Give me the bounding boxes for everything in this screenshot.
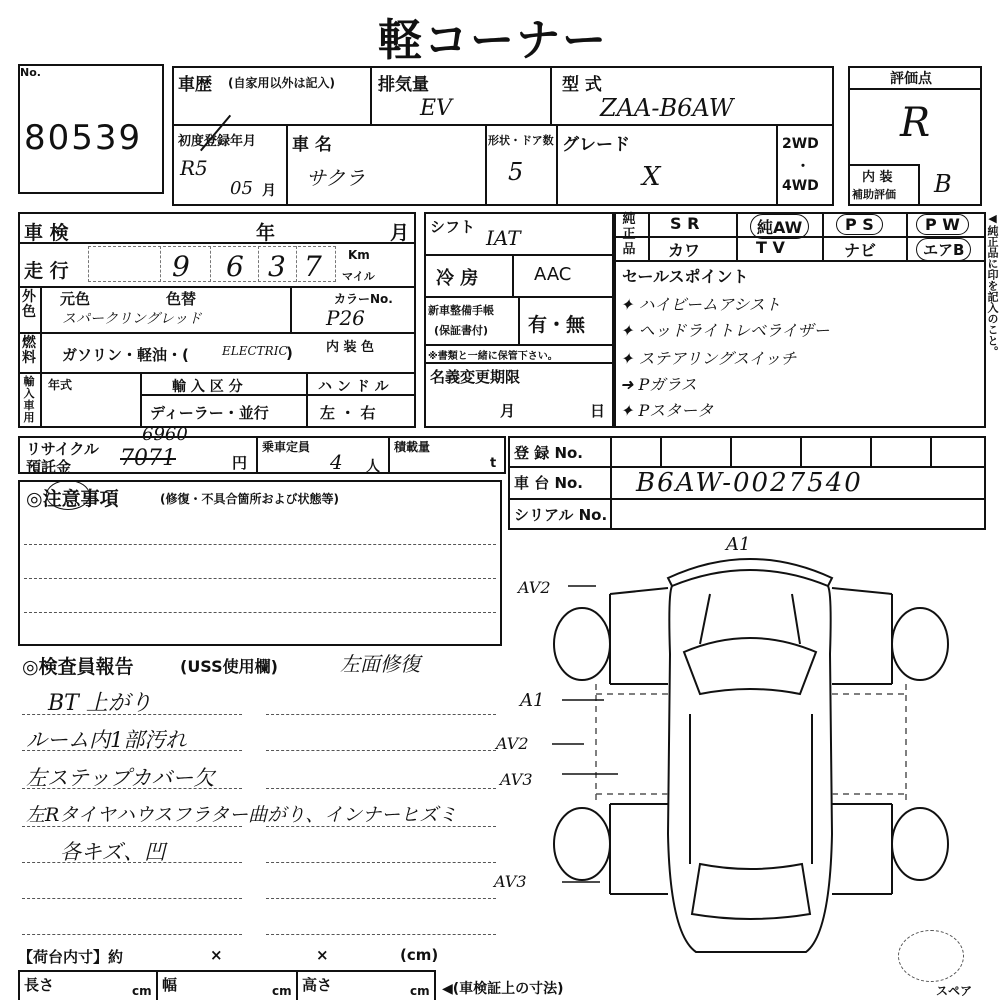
car-name-label: 車 名 (292, 135, 332, 155)
drive-dot: ・ (796, 159, 810, 175)
manual-label-1: 新車整備手帳 (428, 304, 494, 317)
import-class-label: 輸 入 区 分 (172, 379, 243, 395)
color-code-label: カラーNo. (334, 292, 393, 306)
cargo-label: 【荷台内寸】約 (18, 948, 124, 966)
cargo-grid (18, 970, 436, 1000)
page-title: 軽コーナー (378, 15, 608, 66)
mileage-km: Km (348, 248, 370, 262)
history-label: 車歴 (178, 75, 212, 95)
equip-ps: P S (836, 214, 883, 235)
sales-point-3-text: ステアリングスイッチ (638, 349, 797, 368)
manual-value: 有・無 (528, 314, 586, 336)
doors-label: 形状・ドア数 (488, 134, 554, 147)
inspector-line-1: BT 上がり (48, 691, 152, 716)
sales-point-1: ✦ ハイビームアシスト (620, 295, 781, 314)
capacity-value: 4 (330, 450, 343, 474)
displacement-label: 排気量 (378, 75, 429, 95)
grade-label: グレード (562, 135, 630, 155)
inspector-line-5: 各キズ、凹 (60, 840, 166, 864)
sales-point-4: ➜ Pガラス (620, 375, 697, 394)
recycle-value: 6960 (142, 424, 188, 445)
equip-navi: ナビ (844, 241, 877, 260)
first-reg-year: R5 (180, 156, 208, 180)
mileage-digit-3: 3 (268, 250, 286, 283)
mileage-label: 走 行 (24, 260, 69, 282)
sales-point-1-text: ハイビームアシスト (638, 295, 781, 314)
interior-value: B (934, 170, 952, 198)
diagram-mark-av3-rear: AV3 (494, 872, 527, 891)
chassis-value: B6AW-0027540 (636, 468, 863, 498)
inspection-year: 年 (256, 222, 276, 244)
ac-value: AAC (534, 264, 572, 285)
cargo-x2: × (316, 946, 329, 964)
doors-value: 5 (508, 158, 524, 186)
inspection-month: 月 (390, 222, 410, 244)
name-change-month: 月 (500, 402, 516, 420)
evaluation-label: 評価点 (890, 71, 932, 87)
chassis-label: 車 台 No. (514, 474, 584, 492)
first-reg-label: 初度登録年月 (178, 134, 257, 149)
color-code: P26 (326, 306, 365, 330)
history-note: (自家用以外は記入) (228, 76, 335, 90)
import-class-value: ディーラー・並行 (150, 404, 269, 422)
equip-tv: T V (756, 238, 785, 257)
sales-point-3: ✦ ステアリングスイッチ (620, 349, 797, 368)
first-reg-month-unit: 月 (262, 183, 276, 199)
mileage-digit-4: 7 (304, 250, 322, 283)
diagram-mark-a1-top: A1 (726, 534, 751, 555)
inspector-label: ◎検査員報告 (22, 656, 134, 678)
color-changed: 色替 (166, 290, 197, 308)
sales-point-2-text: ヘッドライトレベライザー (638, 321, 830, 340)
spare-circle (898, 930, 964, 982)
diagram-mark-av2-side: AV2 (496, 734, 529, 753)
manual-note: ※書類と一緒に保管下さい。 (428, 351, 558, 362)
diagram-mark-a1-side: A1 (520, 690, 545, 711)
car-name-value: サクラ (306, 166, 366, 190)
ac-label: 冷 房 (436, 268, 479, 289)
interior-label: 内 装 (862, 170, 893, 185)
recycle-old-value: 7071 (120, 446, 176, 471)
model-value: ZAA-B6AW (600, 94, 734, 122)
recycle-label-2: 預託金 (26, 458, 72, 476)
lot-number: 80539 (24, 118, 143, 158)
sales-points-label: セールスポイント (622, 267, 749, 286)
fuel-options: ガソリン・軽油・( (62, 346, 189, 364)
equip-kawa: カワ (668, 241, 701, 260)
drive-2wd: 2WD (782, 136, 819, 152)
inspection-label: 車 検 (24, 222, 69, 244)
car-diagram (500, 534, 970, 964)
spare-label: スペア (936, 984, 973, 998)
color-side-label: 外色 (22, 289, 36, 320)
import-year-label: 年式 (48, 378, 73, 392)
lot-label: No. (20, 66, 41, 79)
recycle-unit: 円 (232, 454, 248, 472)
displacement-value: EV (420, 96, 452, 121)
interior-sub: 補助評価 (852, 188, 896, 201)
cargo-width: 幅 (162, 976, 178, 994)
reg-label: 登 録 No. (514, 444, 584, 462)
side-note: ◀純正品に印を記入のこと。 (986, 212, 999, 357)
inspector-header-note: 左面修復 (340, 652, 420, 676)
color-value: スパークリングレッド (62, 311, 202, 327)
inspector-line-3: 左ステップカバー欠 (26, 766, 215, 790)
load-label: 積載量 (394, 440, 431, 454)
serial-label: シリアル No. (514, 506, 608, 524)
color-orig: 元色 (60, 290, 91, 308)
capacity-label: 乗車定員 (262, 440, 311, 454)
caution-label: ◎注意事項 (26, 488, 119, 510)
shift-label: シフト (430, 218, 476, 236)
inspector-line-2: ルーム内1部汚れ (26, 728, 187, 752)
fuel-close: ) (286, 344, 293, 362)
name-change-day: 日 (590, 402, 606, 420)
grade-value: X (642, 162, 661, 192)
cargo-length: 長さ (24, 976, 55, 994)
cargo-x1: × (210, 946, 223, 964)
sales-point-5: ✦ Pスタータ (620, 401, 714, 420)
diagram-mark-av3-side: AV3 (500, 770, 533, 789)
equip-airbag: エアB (916, 238, 971, 261)
equip-pw: P W (916, 214, 969, 235)
mileage-digit-2: 6 (226, 250, 244, 283)
recycle-label-1: リサイクル (26, 440, 99, 458)
handle-label: ハ ン ド ル (318, 379, 389, 395)
evaluation-score: R (900, 100, 931, 146)
cargo-note: ◀(車検証上の寸法) (442, 981, 564, 997)
mileage-mile: マイル (342, 270, 375, 283)
caution-note: (修復・不具合箇所および状態等) (160, 492, 339, 506)
first-reg-month: 05 (230, 178, 253, 199)
sales-point-4-text: Pガラス (638, 375, 697, 394)
load-unit: t (490, 456, 497, 471)
capacity-unit: 人 (366, 459, 380, 475)
caution-circle (46, 480, 90, 510)
fuel-side-label: 燃料 (22, 335, 36, 366)
inspector-line-4: 左Rタイヤハウスフラター曲がり、インナーヒズミ (26, 804, 458, 826)
fuel-electric: ELECTRIC (222, 344, 288, 358)
manual-label-2: (保証書付) (434, 324, 489, 337)
model-label: 型 式 (562, 75, 602, 95)
equip-sr: S R (670, 214, 700, 233)
import-side-label: 輸入車用 (23, 375, 35, 424)
sales-point-5-text: Pスタータ (638, 401, 714, 420)
handle-value: 左 ・ 右 (320, 404, 376, 422)
cargo-width-cm: cm (272, 984, 292, 998)
mileage-digit-1: 9 (172, 250, 190, 283)
equip-aw: 純AW (750, 214, 809, 239)
cargo-height-cm: cm (410, 984, 430, 998)
sales-point-2: ✦ ヘッドライトレベライザー (620, 321, 830, 340)
cargo-length-cm: cm (132, 984, 152, 998)
mileage-cells (88, 246, 336, 282)
cargo-unit: (cm) (400, 946, 439, 964)
inspector-note: (USS使用欄) (180, 657, 278, 676)
drive-4wd: 4WD (782, 178, 819, 194)
equipment-side-label: 純正品 (622, 212, 636, 257)
interior-color-label: 内 装 色 (326, 340, 375, 355)
diagram-mark-av2-top: AV2 (518, 578, 551, 597)
cargo-height: 高さ (302, 976, 333, 994)
name-change-label: 名義変更期限 (430, 368, 521, 386)
shift-value: IAT (486, 226, 521, 250)
